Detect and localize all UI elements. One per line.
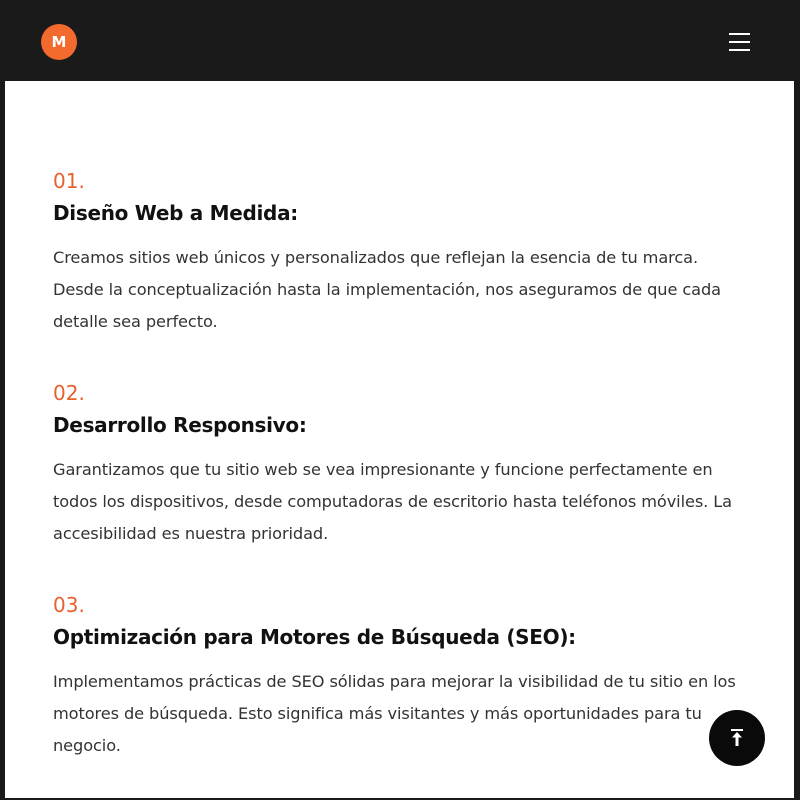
logo[interactable]: M xyxy=(41,24,77,60)
service-item xyxy=(53,165,753,338)
service-item xyxy=(53,589,753,762)
back-to-top-button[interactable] xyxy=(709,710,765,766)
service-title: Desarrollo Responsivo: xyxy=(53,413,307,437)
site-header xyxy=(5,0,794,81)
hamburger-menu-icon[interactable] xyxy=(727,30,753,54)
menu-line xyxy=(729,41,750,43)
arrow-up-to-top-icon xyxy=(730,729,744,747)
menu-line xyxy=(729,49,750,51)
service-description: Creamos sitios web únicos y personalizados que reflejan la esencia de tu marca. Desde la conceptualización hasta la implementación, nos aseguramos de que cada detalle sea perfecto. xyxy=(53,248,721,331)
services-list xyxy=(53,165,753,800)
service-item xyxy=(53,377,753,550)
menu-line xyxy=(729,33,750,35)
service-number: 01. xyxy=(53,169,85,193)
service-number: 03. xyxy=(53,593,85,617)
service-description: Implementamos prácticas de SEO sólidas para mejorar la visibilidad de tu sitio en los motores de búsqueda. Esto significa más visitantes y más oportunidades para tu negocio. xyxy=(53,672,736,755)
service-title: Optimización para Motores de Búsqueda (SEO): xyxy=(53,625,576,649)
service-description: Garantizamos que tu sitio web se vea impresionante y funcione perfectamente en todos los dispositivos, desde computadoras de escritorio hasta teléfonos móviles. La accesibilidad es nuestra prioridad. xyxy=(53,460,732,543)
service-number: 02. xyxy=(53,381,85,405)
service-title: Diseño Web a Medida: xyxy=(53,201,298,225)
